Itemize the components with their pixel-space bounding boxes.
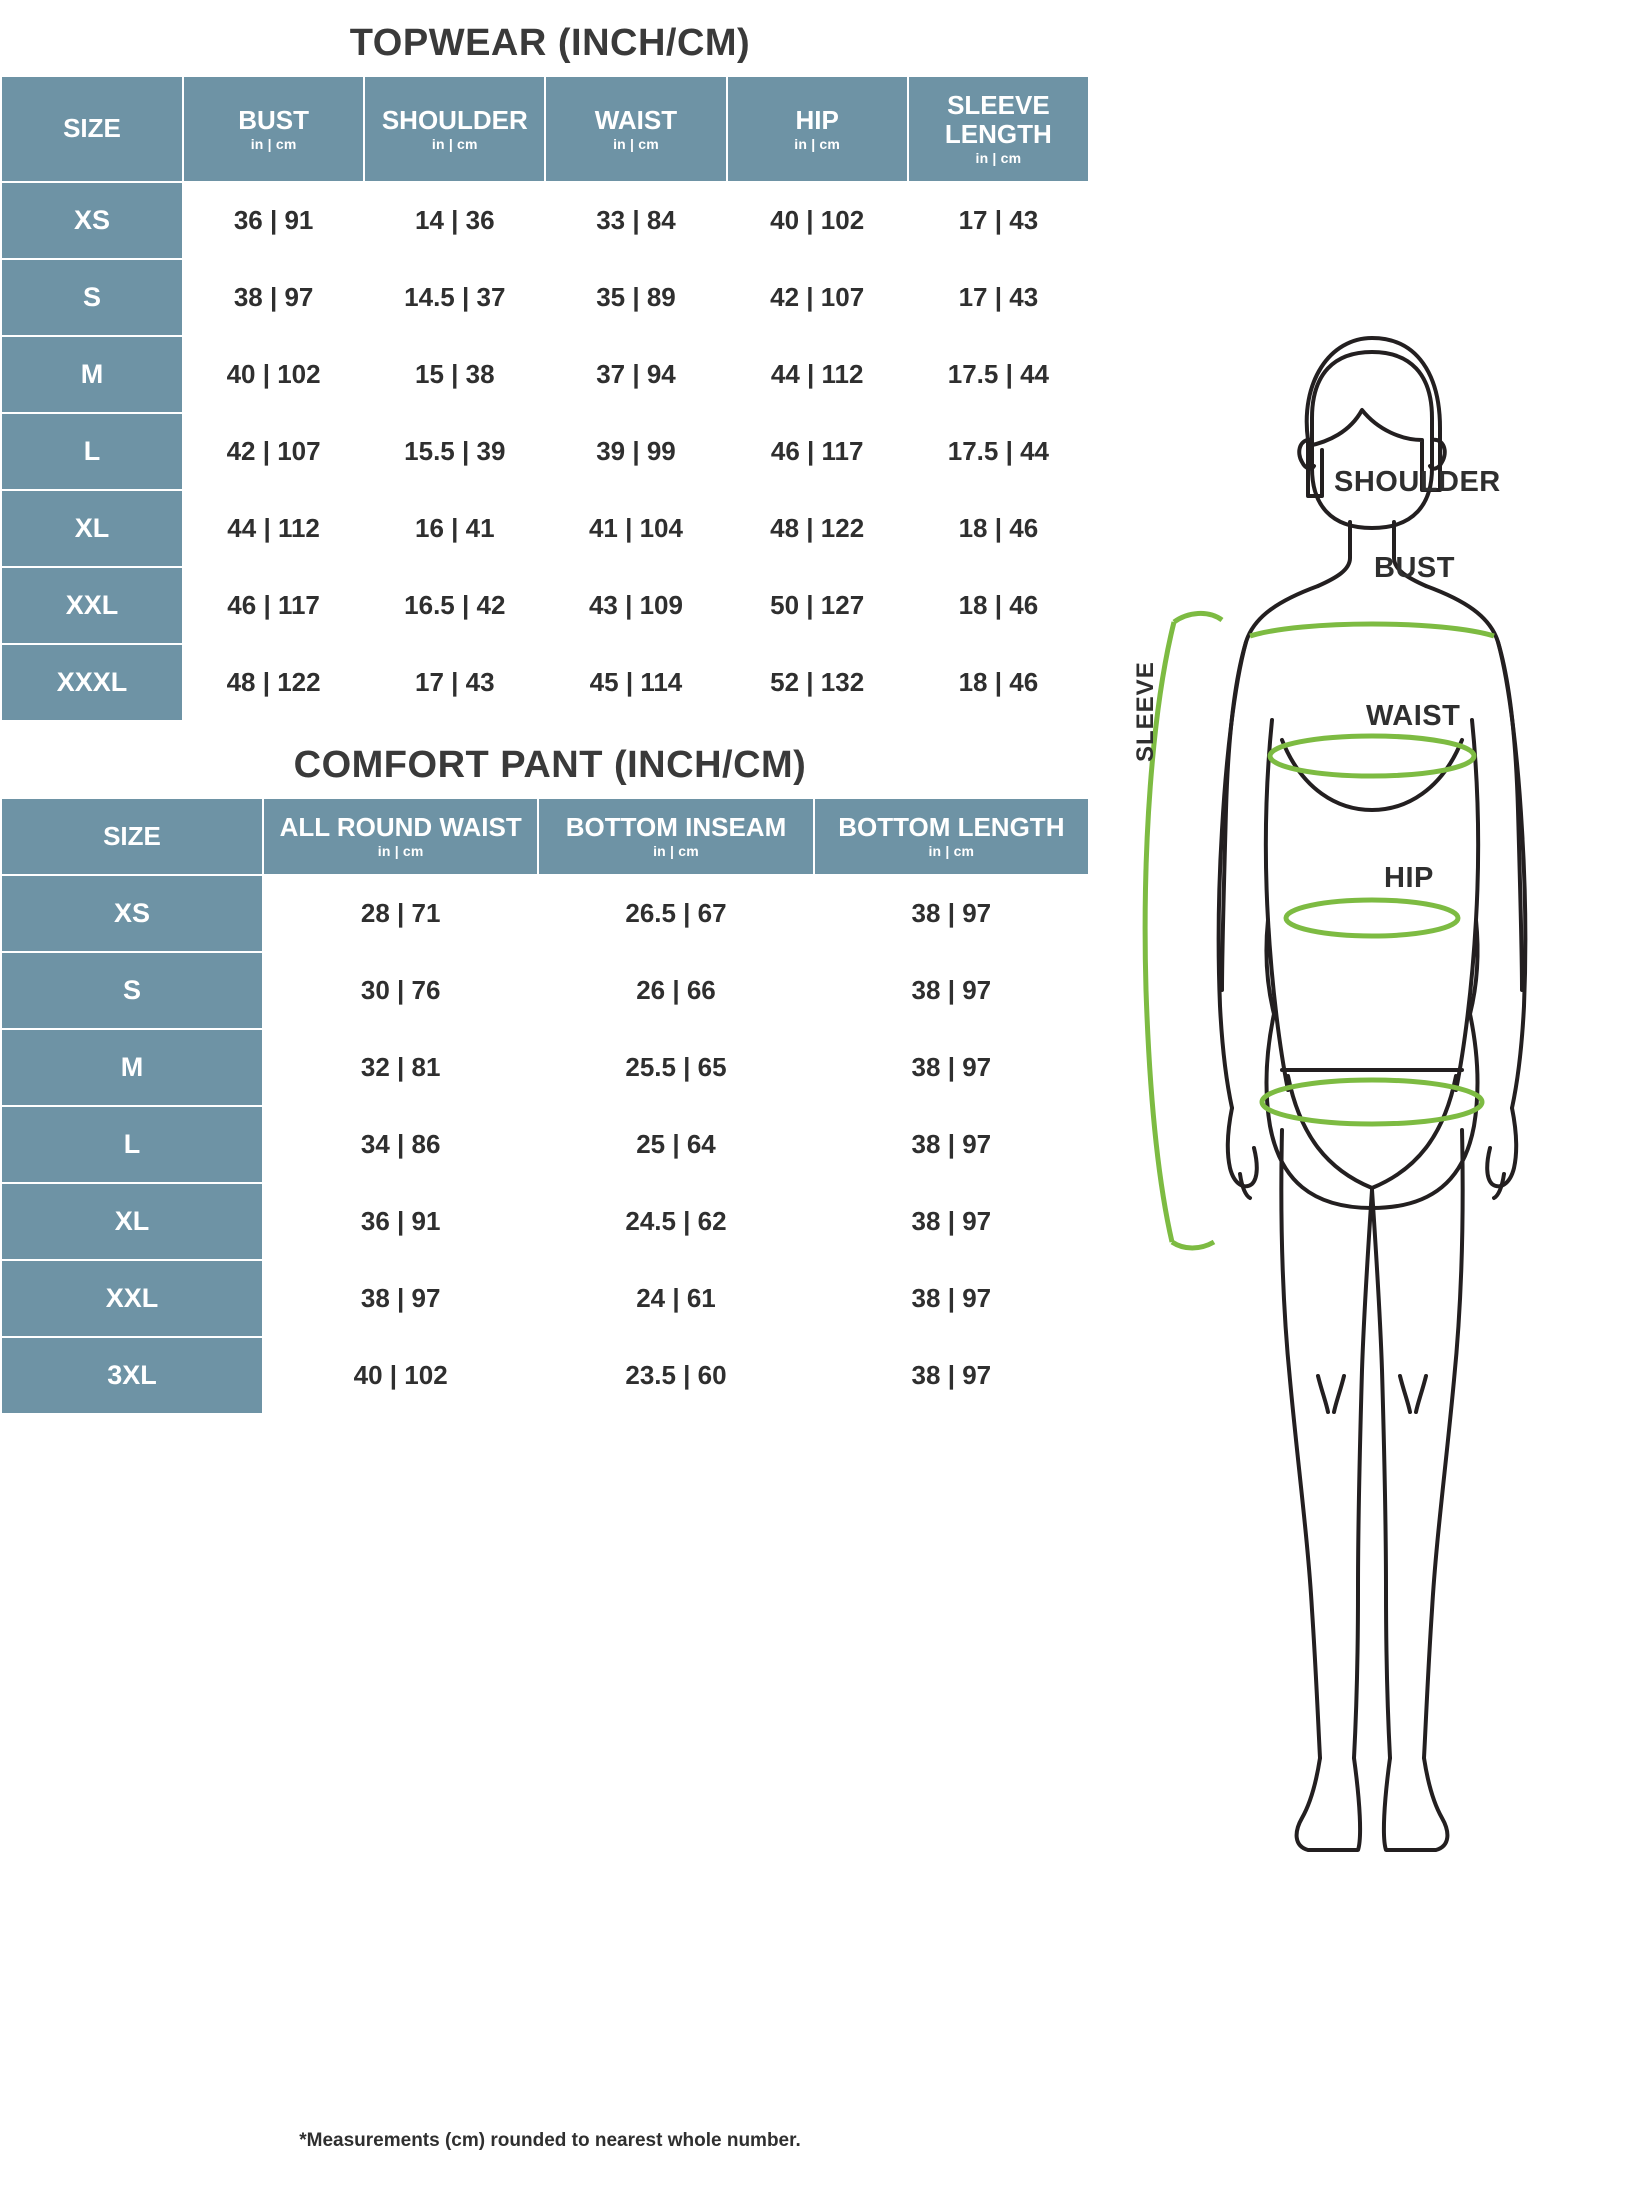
cell-sleeve-length: 18 | 46 <box>908 490 1089 567</box>
shoulder-label: SHOULDER <box>1334 466 1501 498</box>
bust-measure-line <box>1270 736 1474 776</box>
shoulder-measure-line <box>1250 624 1494 636</box>
column-header-size <box>1 76 183 182</box>
column-header-units: in | cm <box>377 843 424 859</box>
table-row <box>1 952 1089 1029</box>
cell-shoulder: 16.5 | 42 <box>364 567 545 644</box>
column-header-hip <box>727 76 908 182</box>
table-row <box>1 1029 1089 1106</box>
cell-sleeve-length: 17.5 | 44 <box>908 413 1089 490</box>
topwear-title: TOPWEAR (INCH/CM) <box>349 22 751 64</box>
cell-bottom-length: 38 | 97 <box>814 1337 1089 1414</box>
row-size-label: M <box>1 336 183 413</box>
cell-bottom-length: 38 | 97 <box>814 952 1089 1029</box>
cell-bottom-length: 38 | 97 <box>814 1183 1089 1260</box>
cell-bust: 42 | 107 <box>183 413 364 490</box>
cell-sleeve-length: 17 | 43 <box>908 182 1089 259</box>
cell-all-round-waist: 40 | 102 <box>263 1337 538 1414</box>
cell-waist: 45 | 114 <box>545 644 726 721</box>
cell-bottom-inseam: 23.5 | 60 <box>538 1337 813 1414</box>
sleeve-label: SLEEVE <box>1132 661 1159 762</box>
row-size-label: XS <box>1 875 263 952</box>
cell-waist: 43 | 109 <box>545 567 726 644</box>
row-size-label: 3XL <box>1 1337 263 1414</box>
column-header-all-round-waist <box>263 798 538 875</box>
column-header-units: in | cm <box>653 843 699 859</box>
waist-measure-line <box>1286 900 1458 936</box>
cell-hip: 48 | 122 <box>727 490 908 567</box>
cell-bust: 44 | 112 <box>183 490 364 567</box>
cell-bottom-inseam: 26 | 66 <box>538 952 813 1029</box>
cell-all-round-waist: 30 | 76 <box>263 952 538 1029</box>
column-header-label: HIP <box>795 104 839 135</box>
table-row <box>1 644 1089 721</box>
cell-sleeve-length: 17 | 43 <box>908 259 1089 336</box>
row-size-label: S <box>1 259 183 336</box>
cell-shoulder: 14.5 | 37 <box>364 259 545 336</box>
column-header-units: in | cm <box>794 135 841 152</box>
column-header-units: in | cm <box>928 843 975 859</box>
tables-column <box>0 0 1100 1415</box>
table-row <box>1 1183 1089 1260</box>
cell-bust: 36 | 91 <box>183 182 364 259</box>
column-header-label: SIZE <box>103 820 161 851</box>
bust-label: BUST <box>1374 552 1455 584</box>
cell-bottom-inseam: 24.5 | 62 <box>538 1183 813 1260</box>
column-header-label: ALL ROUND WAIST <box>279 811 522 842</box>
row-size-label: XL <box>1 1183 263 1260</box>
column-header-units: in | cm <box>975 150 1022 167</box>
column-header-label: BOTTOM LENGTH <box>838 811 1065 842</box>
table-row <box>1 1260 1089 1337</box>
cell-shoulder: 15.5 | 39 <box>364 413 545 490</box>
comfort-pant-size-table <box>0 797 1090 1415</box>
table-row <box>1 490 1089 567</box>
topwear-size-table <box>0 75 1090 722</box>
cell-bottom-length: 38 | 97 <box>814 1029 1089 1106</box>
cell-sleeve-length: 17.5 | 44 <box>908 336 1089 413</box>
column-header-label: BOTTOM INSEAM <box>565 811 787 842</box>
cell-bust: 48 | 122 <box>183 644 364 721</box>
cell-bust: 46 | 117 <box>183 567 364 644</box>
table-row <box>1 413 1089 490</box>
cell-bust: 38 | 97 <box>183 259 364 336</box>
cell-waist: 35 | 89 <box>545 259 726 336</box>
column-header-shoulder <box>364 76 545 182</box>
cell-bottom-inseam: 24 | 61 <box>538 1260 813 1337</box>
column-header-bottom-length <box>814 798 1089 875</box>
table-row <box>1 259 1089 336</box>
cell-shoulder: 14 | 36 <box>364 182 545 259</box>
table-row <box>1 567 1089 644</box>
waist-label: WAIST <box>1366 700 1461 732</box>
cell-shoulder: 16 | 41 <box>364 490 545 567</box>
row-size-label: XXL <box>1 1260 263 1337</box>
table-row <box>1 1337 1089 1414</box>
row-size-label: M <box>1 1029 263 1106</box>
row-size-label: XL <box>1 490 183 567</box>
cell-waist: 41 | 104 <box>545 490 726 567</box>
table-header-row <box>1 76 1089 182</box>
cell-bottom-length: 38 | 97 <box>814 875 1089 952</box>
cell-all-round-waist: 38 | 97 <box>263 1260 538 1337</box>
column-header-label: WAIST <box>594 104 678 135</box>
column-header-size <box>1 798 263 875</box>
table-header-row <box>1 798 1089 875</box>
column-header-label: BUST <box>238 104 309 135</box>
column-header-units: in | cm <box>250 135 297 152</box>
cell-sleeve-length: 18 | 46 <box>908 644 1089 721</box>
column-header-label: SIZE <box>63 113 121 144</box>
hip-label: HIP <box>1384 862 1434 894</box>
cell-all-round-waist: 34 | 86 <box>263 1106 538 1183</box>
body-measurement-figure <box>1122 290 1622 1910</box>
cell-hip: 46 | 117 <box>727 413 908 490</box>
cell-all-round-waist: 32 | 81 <box>263 1029 538 1106</box>
cell-hip: 44 | 112 <box>727 336 908 413</box>
cell-shoulder: 15 | 38 <box>364 336 545 413</box>
cell-hip: 50 | 127 <box>727 567 908 644</box>
cell-hip: 52 | 132 <box>727 644 908 721</box>
table-row <box>1 875 1089 952</box>
cell-bottom-inseam: 25.5 | 65 <box>538 1029 813 1106</box>
column-header-units: in | cm <box>431 135 478 152</box>
column-header-label: SHOULDER <box>381 104 528 135</box>
cell-all-round-waist: 36 | 91 <box>263 1183 538 1260</box>
cell-all-round-waist: 28 | 71 <box>263 875 538 952</box>
column-header-waist <box>545 76 726 182</box>
cell-hip: 42 | 107 <box>727 259 908 336</box>
female-body-diagram-svg <box>1122 290 1622 1910</box>
cell-bottom-length: 38 | 97 <box>814 1106 1089 1183</box>
column-header-sleeve-length <box>908 76 1089 182</box>
cell-shoulder: 17 | 43 <box>364 644 545 721</box>
row-size-label: XXXL <box>1 644 183 721</box>
cell-hip: 40 | 102 <box>727 182 908 259</box>
column-header-bust <box>183 76 364 182</box>
cell-waist: 37 | 94 <box>545 336 726 413</box>
cell-sleeve-length: 18 | 46 <box>908 567 1089 644</box>
cell-bust: 40 | 102 <box>183 336 364 413</box>
row-size-label: L <box>1 1106 263 1183</box>
table-row <box>1 1106 1089 1183</box>
table-row <box>1 182 1089 259</box>
column-header-bottom-inseam <box>538 798 813 875</box>
cell-bottom-inseam: 26.5 | 67 <box>538 875 813 952</box>
row-size-label: L <box>1 413 183 490</box>
measurement-footnote: *Measurements (cm) rounded to nearest whole number. <box>299 2130 801 2151</box>
row-size-label: S <box>1 952 263 1029</box>
row-size-label: XXL <box>1 567 183 644</box>
cell-bottom-length: 38 | 97 <box>814 1260 1089 1337</box>
cell-waist: 33 | 84 <box>545 182 726 259</box>
column-header-units: in | cm <box>613 135 659 152</box>
pant-title: COMFORT PANT (INCH/CM) <box>293 743 807 786</box>
cell-bottom-inseam: 25 | 64 <box>538 1106 813 1183</box>
row-size-label: XS <box>1 182 183 259</box>
cell-waist: 39 | 99 <box>545 413 726 490</box>
column-header-label: SLEEVE LENGTH <box>944 90 1052 150</box>
table-row <box>1 336 1089 413</box>
